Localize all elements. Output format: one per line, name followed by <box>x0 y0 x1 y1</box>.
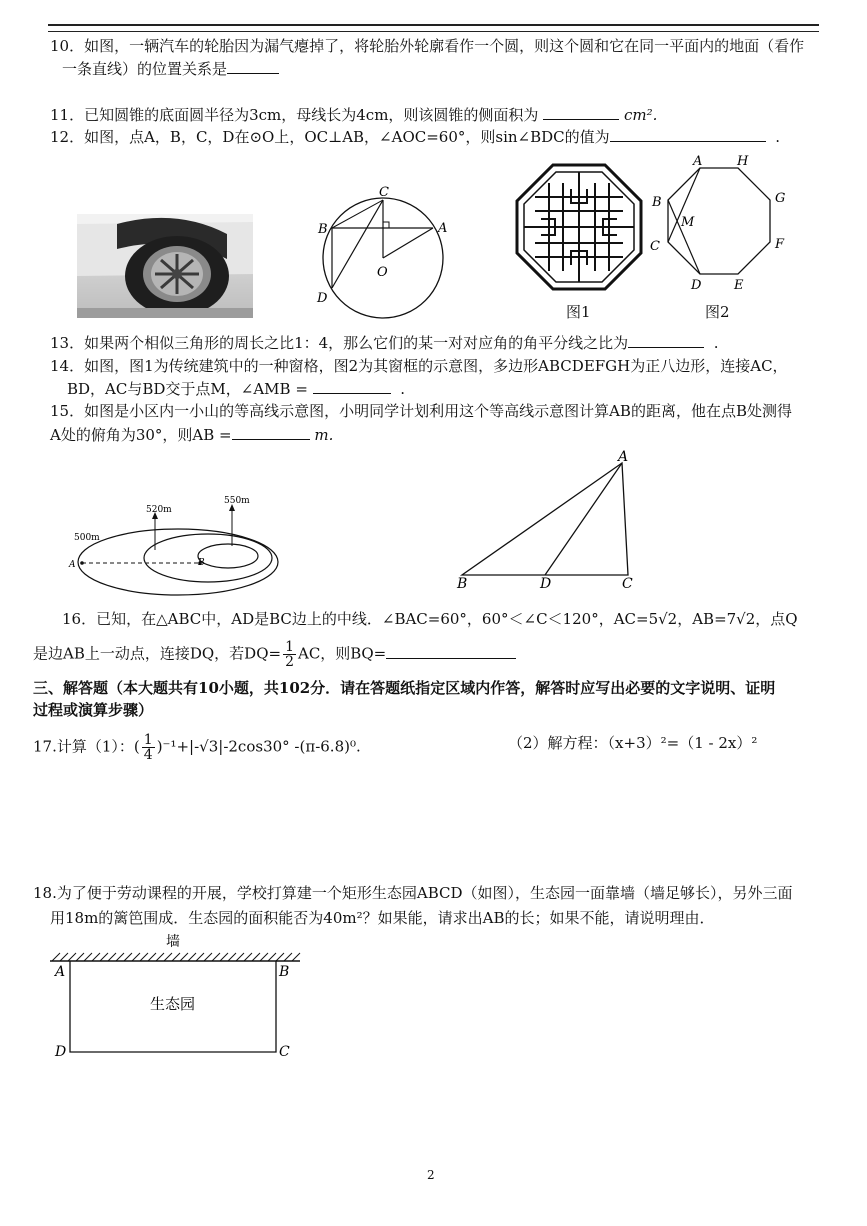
triangle-diagram <box>452 445 642 590</box>
label-A: A <box>55 964 66 980</box>
q12-text: 12．如图，点A，B，C，D在⊙O上，OC⊥AB，∠AOC=60°，则sin∠BDC的值为 <box>50 128 610 146</box>
garden-svg <box>46 930 306 1060</box>
q11-line <box>50 104 657 126</box>
label-F: F <box>775 237 785 252</box>
label-D: D <box>540 576 552 590</box>
label-B: B <box>318 222 328 237</box>
q13-text: 13．如果两个相似三角形的周长之比1：4，那么它们的某一对对应角的角平分线之比为 <box>50 334 629 352</box>
q10-line1: 10．如图，一辆汽车的轮胎因为漏气瘪掉了，将轮胎外轮廓看作一个圆，则这个圆和它在同一平面内的地面（看作 <box>50 37 805 55</box>
label-D: D <box>317 291 328 306</box>
contour-label-500: 500m <box>74 533 100 543</box>
answer-blank <box>386 643 516 659</box>
q11-unit: cm². <box>624 106 658 124</box>
q17-prefix: 17.计算（1）： <box>33 737 134 756</box>
q10-line2 <box>62 58 279 80</box>
answer-blank <box>543 104 619 120</box>
garden-label: 生态园 <box>150 995 196 1013</box>
fig14-octagon-diagram <box>648 152 793 292</box>
q18-line1: 18.为了便于劳动课程的开展，学校打算建一个矩形生态园ABCD（如图），生态园一面靠墙（墙足够长），另外三面 <box>33 884 793 902</box>
q18-line2: 用18m的篱笆围成．生态园的面积能否为40m²？如果能，请求出AB的长；如果不能，请说明理由． <box>50 909 715 927</box>
fraction-one-half: $\frac{1}{2}$ <box>285 639 294 670</box>
label-C: C <box>622 576 633 590</box>
q15-unit: m. <box>314 426 334 444</box>
q17-part1: 17.计算（1）：( $\frac{1}{4}$ )⁻¹+|-√3|-2cos30° -(π-6.8)⁰. <box>33 732 361 763</box>
label-B: B <box>279 964 290 980</box>
contour-map-diagram <box>60 490 285 600</box>
caption-fig1: 图1 <box>566 303 591 321</box>
answer-blank <box>227 58 279 74</box>
triangle-svg <box>452 445 642 590</box>
page-number: 2 <box>427 1168 435 1182</box>
fraction-one-quarter: $\frac{1}{4}$ <box>143 732 153 763</box>
answer-blank <box>610 126 766 142</box>
q13-end: . <box>713 334 719 352</box>
contour-label-520: 520m <box>146 505 172 515</box>
label-D: D <box>55 1044 67 1060</box>
contour-label-550: 550m <box>224 496 250 506</box>
q12-end: . <box>775 128 780 146</box>
q17-expression: ⁻¹+|-√3|-2cos30° -(π-6.8)⁰. <box>162 737 361 756</box>
lattice-svg <box>515 163 643 291</box>
label-G: G <box>775 191 786 206</box>
contour-svg <box>60 490 285 600</box>
wall-label: 墙 <box>166 934 180 950</box>
label-D: D <box>691 278 702 292</box>
label-M: M <box>681 215 695 230</box>
fig12-svg <box>310 184 460 326</box>
answer-blank <box>628 332 704 348</box>
q15-line2-text: A处的俯角为30°，则AB = <box>50 426 232 444</box>
flat-tire-photo <box>77 214 253 318</box>
q16-line1: 16．已知，在△ABC中，AD是BC边上的中线．∠BAC=60°，60°＜∠C＜120°，AC=5√2，AB=7√2，点Q <box>62 610 798 628</box>
label-B: B <box>652 195 662 210</box>
flat-tire-image <box>77 214 253 318</box>
caption-fig2: 图2 <box>705 303 730 321</box>
section3-heading-line2: 过程或演算步骤） <box>33 701 154 719</box>
section3-heading-line1: 三、解答题（本大题共有10小题，共102分．请在答题纸指定区域内作答，解答时应写出必要的文字说明、证明 <box>33 679 776 697</box>
q14-end: . <box>400 380 405 398</box>
q16-line2 <box>33 640 516 669</box>
q14-line2 <box>67 378 405 400</box>
answer-blank <box>232 424 310 440</box>
garden-diagram <box>46 930 306 1060</box>
top-rule <box>48 24 819 32</box>
label-B: B <box>198 558 205 568</box>
label-A: A <box>618 449 629 465</box>
fig12-circle-diagram <box>310 184 460 326</box>
q16-line2a: 是边AB上一动点，连接DQ，若DQ= <box>33 644 282 663</box>
q14-line2-text: BD，AC与BD交于点M，∠AMB = <box>67 380 308 398</box>
label-C: C <box>379 185 389 200</box>
window-lattice-image <box>515 163 643 291</box>
q17-part2: （2）解方程：（x+3）²=（1 - 2x）² <box>508 734 758 752</box>
q15-line2 <box>50 424 333 446</box>
label-C: C <box>279 1044 290 1060</box>
q12-line <box>50 126 780 148</box>
octagon-svg <box>648 152 793 292</box>
label-O: O <box>377 265 388 280</box>
q10-line2-text: 一条直线）的位置关系是 <box>62 60 228 78</box>
label-E: E <box>734 278 744 292</box>
label-H: H <box>737 154 749 169</box>
label-A: A <box>693 154 703 169</box>
label-B: B <box>457 576 468 590</box>
answer-blank <box>313 378 391 394</box>
label-A: A <box>438 221 448 236</box>
q14-line1: 14．如图，图1为传统建筑中的一种窗格，图2为其窗框的示意图，多边形ABCDEFGH为正八边形，连接AC， <box>50 357 788 375</box>
q15-line1: 15．如图是小区内一小山的等高线示意图，小明同学计划利用这个等高线示意图计算AB的距离，他在点B处测得 <box>50 402 792 420</box>
label-C: C <box>650 239 660 254</box>
q16-line2b: AC，则BQ= <box>298 644 387 663</box>
q13-line <box>50 332 719 354</box>
label-A: A <box>69 560 76 570</box>
q11-text: 11．已知圆锥的底面圆半径为3cm，母线长为4cm，则该圆锥的侧面积为 <box>50 106 539 124</box>
